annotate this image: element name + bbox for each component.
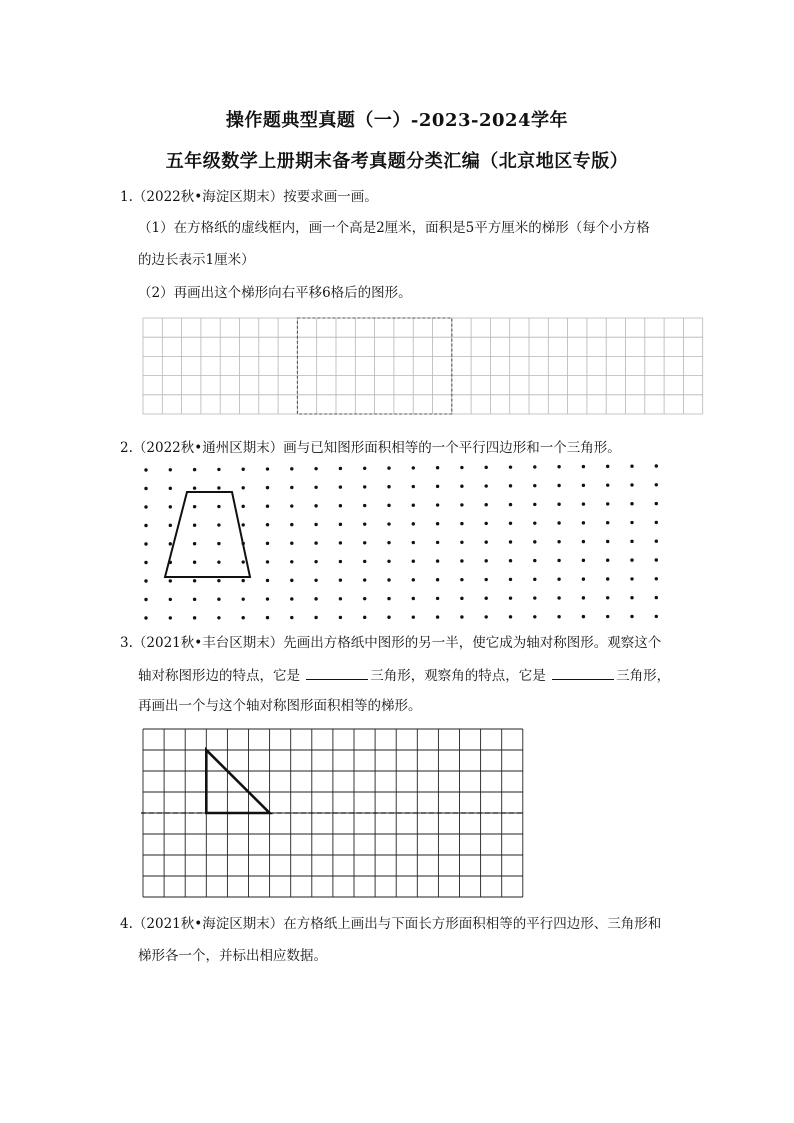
question-number: 1. (120, 189, 133, 205)
document-title-line1: 操作题典型真题（一）-2023-2024学年 (225, 110, 569, 131)
question-1-sub-1-cont: 的边长表示1厘米） (138, 252, 255, 268)
question-text: 画与已知图形面积相等的一个平行四边形和一个三角形。 (283, 440, 621, 456)
question-3-line-3: 再画出一个与这个轴对称图形面积相等的梯形。 (138, 698, 422, 714)
question-3-text-b: 三角形，观察角的特点，它是 (370, 668, 546, 684)
question-source: （2022秋•海淀区期末） (132, 189, 284, 205)
question-source: （2022秋•通州区期末） (132, 440, 284, 456)
question-4 (120, 915, 661, 933)
question-3-text-a: 轴对称图形边的特点，它是 (138, 668, 300, 684)
question-number: 3. (120, 635, 133, 651)
question-text: 按要求画一画。 (283, 189, 378, 205)
question-source: （2021秋•海淀区期末） (132, 916, 284, 932)
right-triangle-shape (206, 750, 269, 813)
question-number: 4. (120, 916, 133, 932)
question-number: 2. (120, 440, 133, 456)
question-source: （2021秋•丰台区期末） (132, 635, 284, 651)
question-4-line-2: 梯形各一个，并标出相应数据。 (138, 948, 327, 964)
question-3-text-c: 三角形， (616, 668, 671, 684)
question-1-sub-2: （2）再画出这个梯形向右平移6格后的图形。 (138, 285, 412, 301)
question-1-sub-1: （1）在方格纸的虚线框内，画一个高是2厘米，面积是5平方厘米的梯形（每个小方格 (138, 220, 650, 236)
question-text: 先画出方格纸中图形的另一半，使它成为轴对称图形。观察这个 (283, 635, 662, 651)
document-title-line2: 五年级数学上册期末备考真题分类汇编（北京地区专版） (165, 151, 629, 172)
question-text: 在方格纸上画出与下面长方形面积相等的平行四边形、三角形和 (283, 916, 662, 932)
